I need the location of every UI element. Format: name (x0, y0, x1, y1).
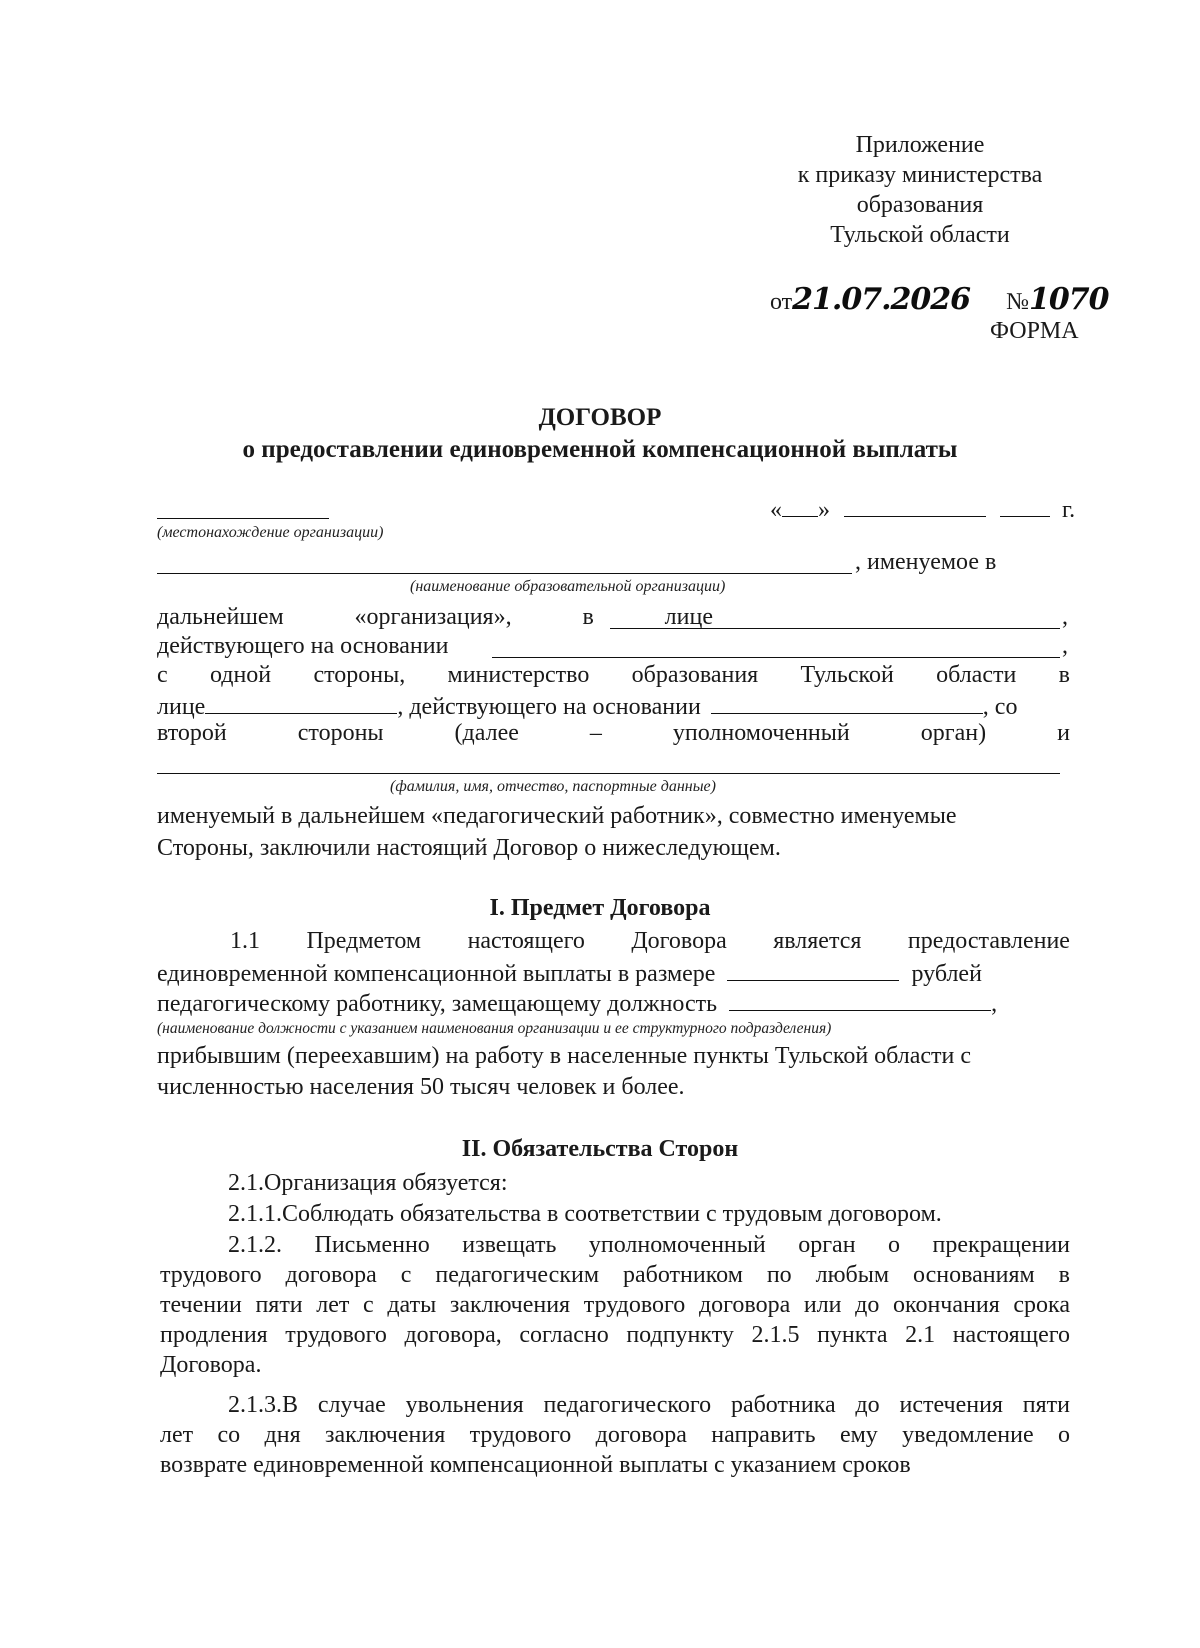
word: второй (157, 720, 227, 746)
section-1-heading: I. Предмет Договора (489, 895, 711, 921)
item-2-1-3-line-1: 2.1.3.В случае увольнения педагогического работника до истечения пяти (228, 1392, 1070, 1418)
number-prefix: № (1006, 289, 1029, 315)
org-name-blank (157, 573, 852, 574)
ministry-representative-blank (205, 691, 397, 714)
party-line-7: Стороны, заключили настоящий Договор о нижеследующем. (157, 835, 781, 861)
ministry-basis-blank (711, 691, 983, 714)
from-prefix: от (770, 289, 793, 315)
word: в (582, 604, 594, 630)
comma: , (1062, 604, 1068, 630)
word: с (157, 662, 168, 688)
appendix-line-1: Приложение (855, 132, 985, 158)
word: – (589, 720, 602, 746)
party-line-1 (157, 604, 713, 631)
order-date-number (770, 282, 1108, 317)
word: (далее (454, 720, 519, 746)
named-suffix: , именуемое в (855, 549, 997, 575)
word: , действующего на основании (397, 694, 701, 720)
location-blank (157, 518, 329, 519)
document-title: ДОГОВОР (538, 404, 662, 431)
text: рублей (911, 961, 982, 987)
section-2-heading: II. Обязательства Сторон (461, 1136, 739, 1162)
org-name-hint: (наименование образовательной организации) (410, 578, 726, 595)
section-1-line-4: прибывшим (переехавшим) на работу в населенные пункты Тульской области с (157, 1043, 972, 1069)
word: и (1057, 720, 1070, 746)
fio-hint: (фамилия, имя, отчество, паспортные данные) (390, 778, 716, 795)
word: , со (982, 694, 1018, 720)
word: Предметом (306, 928, 422, 954)
position-blank (729, 988, 991, 1011)
word: орган) (920, 720, 987, 746)
word: «организация», (354, 604, 512, 630)
section-1-line-5: численностью населения 50 тысяч человек и более. (157, 1074, 685, 1100)
amount-blank (727, 958, 899, 981)
basis-blank (492, 657, 1060, 658)
appendix-line-4: Тульской области (830, 222, 1010, 248)
word: является (773, 928, 862, 954)
item-2-1-3-line-2: лет со дня заключения трудового договора направить ему уведомление о (160, 1422, 1070, 1448)
word: стороны (297, 720, 384, 746)
representative-blank (610, 628, 1060, 629)
section-1-line-1 (230, 928, 1070, 955)
section-1-line-3 (157, 988, 997, 1018)
handwritten-number: 1070 (1028, 282, 1109, 317)
party-line-6: именуемый в дальнейшем «педагогический работник», совместно именуемые (157, 803, 957, 829)
item-2-1-2-line-4: продления трудового договора, согласно подпункту 2.1.5 пункта 2.1 настоящего (160, 1322, 1070, 1348)
handwritten-date: 21.07.2026 (792, 282, 971, 317)
text: педагогическому работнику, замещающему должность (157, 991, 718, 1017)
word: Тульской (800, 662, 894, 688)
teacher-fio-blank (157, 773, 1060, 774)
item-2-1-2-line-5: Договора. (160, 1352, 262, 1378)
month-blank (844, 494, 986, 517)
party-line-5 (157, 720, 1070, 747)
word: уполномоченный (672, 720, 850, 746)
text: единовременной компенсационной выплаты в размере (157, 961, 716, 987)
date-open-quote: « (770, 497, 782, 523)
appendix-line-2: к приказу министерства (797, 162, 1043, 188)
contract-date (770, 494, 1075, 524)
form-label: ФОРМА (990, 318, 1079, 344)
item-2-1-2-line-3: течении пяти лет с даты заключения трудового договора или до окончания срока (160, 1292, 1070, 1318)
word: министерство (447, 662, 590, 688)
word: 1.1 (230, 928, 260, 954)
location-hint: (местонахождение организации) (157, 524, 384, 541)
item-2-1-1: 2.1.1.Соблюдать обязательства в соответствии с трудовым договором. (228, 1201, 942, 1227)
word: области (936, 662, 1017, 688)
date-close-quote: » (818, 497, 830, 523)
year-blank (1000, 494, 1050, 517)
comma: , (1062, 633, 1068, 659)
word: образования (631, 662, 759, 688)
position-hint: (наименование должности с указанием наименования организации и ее структурного подразделения) (157, 1020, 832, 1037)
word: дальнейшем (157, 604, 284, 630)
item-2-1-2-line-2: трудового договора с педагогическим работником по любым основаниям в (160, 1262, 1070, 1288)
section-1-line-2 (157, 958, 982, 988)
word: в (1058, 662, 1070, 688)
document-subtitle: о предоставлении единовременной компенсационной выплаты (242, 436, 958, 463)
party-line-3 (157, 662, 1070, 689)
word: настоящего (467, 928, 585, 954)
year-suffix: г. (1062, 497, 1076, 523)
text: , (991, 991, 998, 1017)
appendix-line-3: образования (856, 192, 984, 218)
word: лице (157, 694, 206, 720)
word: стороны, (313, 662, 406, 688)
party-line-4 (157, 691, 1017, 721)
day-blank (782, 494, 818, 517)
word: предоставление (907, 928, 1070, 954)
item-2-1: 2.1.Организация обязуется: (228, 1170, 508, 1196)
item-2-1-3-line-3: возврате единовременной компенсационной выплаты с указанием сроков (160, 1452, 911, 1478)
item-2-1-2-line-1: 2.1.2. Письменно извещать уполномоченный орган о прекращении (228, 1232, 1070, 1258)
party-line-2: действующего на основании (157, 633, 449, 659)
word: одной (209, 662, 272, 688)
word: лице (664, 604, 713, 630)
word: Договора (631, 928, 727, 954)
